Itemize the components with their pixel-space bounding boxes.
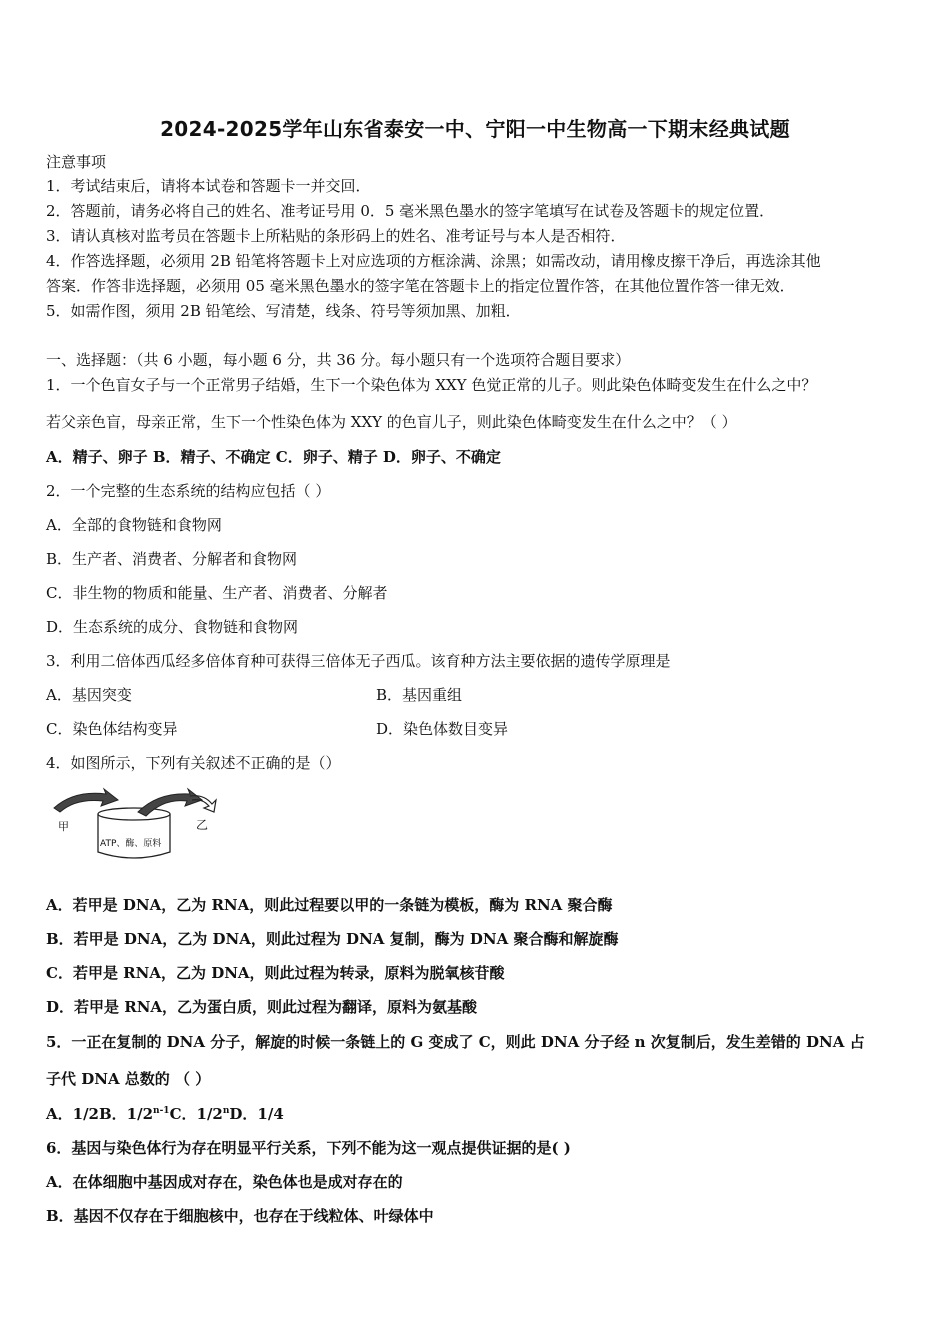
- q4-stem: 4．如图所示，下列有关叙述不正确的是（）: [46, 754, 341, 772]
- q1-stem-line2: 若父亲色盲，母亲正常，生下一个性染色体为 XXY 的色盲儿子，则此染色体畸变发生在什么之中？（ ）: [46, 413, 737, 431]
- q5-sup-1: n-1: [153, 1106, 170, 1116]
- transcription-diagram: [46, 786, 246, 866]
- notice-item-3: 3．请认真核对监考员在答题卡上所粘贴的条形码上的姓名、准考证号与本人是否相符．: [46, 227, 626, 245]
- q5-sup-2: n: [222, 1106, 230, 1116]
- notice-item-2: 2．答题前，请务必将自己的姓名、准考证号用 0．5 毫米黑色墨水的签字笔填写在试卷及答题卡的规定位置．: [46, 202, 775, 220]
- q2-option-b: B．生产者、消费者、分解者和食物网: [46, 550, 298, 568]
- q6-stem: 6．基因与染色体行为存在明显平行关系，下列不能为这一观点提供证据的是( ): [46, 1139, 571, 1157]
- section-heading: 一、选择题：（共 6 小题，每小题 6 分，共 36 分。每小题只有一个选项符合题目要求）: [46, 351, 631, 369]
- q4-option-b: B．若甲是 DNA，乙为 DNA，则此过程为 DNA 复制，酶为 DNA 聚合酶和解旋酶: [46, 930, 619, 948]
- q1-options: A．精子、卵子 B．精子、不确定 C．卵子、精子 D．卵子、不确定: [46, 448, 501, 466]
- figure-label-yi: 乙: [196, 818, 209, 832]
- q5-stem-line2: 子代 DNA 总数的 （ ）: [46, 1070, 211, 1088]
- notice-item-4-cont: 答案．作答非选择题，必须用 05 毫米黑色墨水的签字笔在答题卡上的指定位置作答，在其他位置作答一律无效．: [46, 277, 795, 295]
- notice-item-4: 4．作答选择题，必须用 2B 铅笔将答题卡上对应选项的方框涂满、涂黑；如需改动，请用橡皮擦干净后，再选涂其他: [46, 252, 821, 270]
- notice-heading: 注意事项: [46, 153, 107, 171]
- q4-figure: [46, 786, 246, 866]
- q3-option-b: B．基因重组: [376, 686, 463, 704]
- q5-option-d: D．1/4: [229, 1105, 284, 1123]
- q2-option-c: C．非生物的物质和能量、生产者、消费者、分解者: [46, 584, 388, 602]
- q5-option-c: C．1/2: [169, 1105, 223, 1123]
- q3-stem: 3．利用二倍体西瓜经多倍体育种可获得三倍体无子西瓜。该育种方法主要依据的遗传学原理是: [46, 652, 671, 670]
- q3-option-a: A．基因突变: [46, 686, 132, 704]
- q3-option-c: C．染色体结构变异: [46, 720, 178, 738]
- q5-options: [46, 1104, 284, 1124]
- exam-title: 2024-2025学年山东省泰安一中、宁阳一中生物高一下期末经典试题: [160, 117, 790, 141]
- q5-option-ab: A．1/2B．1/2: [46, 1105, 154, 1123]
- q1-stem-line1: 1．一个色盲女子与一个正常男子结婚，生下一个染色体为 XXY 色觉正常的儿子。则此染色体畸变发生在什么之中？: [46, 376, 817, 394]
- q2-option-d: D．生态系统的成分、食物链和食物网: [46, 618, 299, 636]
- q2-stem: 2．一个完整的生态系统的结构应包括（ ）: [46, 482, 331, 500]
- q4-option-d: D．若甲是 RNA，乙为蛋白质，则此过程为翻译，原料为氨基酸: [46, 998, 478, 1016]
- notice-item-1: 1．考试结束后，请将本试卷和答题卡一并交回．: [46, 177, 371, 195]
- q5-stem-line1: 5．一正在复制的 DNA 分子，解旋的时候一条链上的 G 变成了 C，则此 DNA 分子经 n 次复制后，发生差错的 DNA 占: [46, 1033, 865, 1051]
- figure-label-center: ATP、酶、原料: [100, 839, 162, 849]
- q3-option-d: D．染色体数目变异: [376, 720, 509, 738]
- q6-option-b: B．基因不仅存在于细胞核中，也存在于线粒体、叶绿体中: [46, 1207, 434, 1225]
- q4-option-c: C．若甲是 RNA，乙为 DNA，则此过程为转录，原料为脱氧核苷酸: [46, 964, 505, 982]
- q4-option-a: A．若甲是 DNA，乙为 RNA，则此过程要以甲的一条链为模板，酶为 RNA 聚合酶: [46, 896, 613, 914]
- q6-option-a: A．在体细胞中基因成对存在，染色体也是成对存在的: [46, 1173, 403, 1191]
- figure-label-jia: 甲: [58, 820, 69, 833]
- q2-option-a: A．全部的食物链和食物网: [46, 516, 222, 534]
- notice-item-5: 5．如需作图，须用 2B 铅笔绘、写清楚，线条、符号等须加黑、加粗．: [46, 302, 521, 320]
